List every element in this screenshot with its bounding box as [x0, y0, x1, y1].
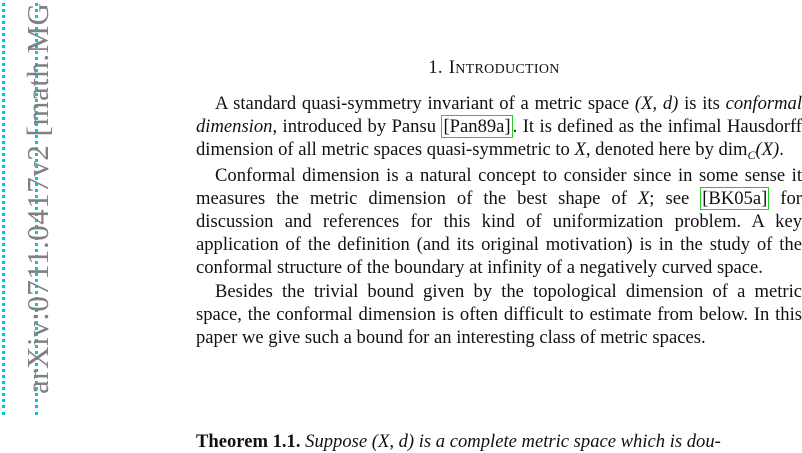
text-run: ; see — [649, 187, 701, 209]
arxiv-stamp — [0, 0, 55, 450]
text-run: A standard quasi-symmetry invariant of a metric space — [215, 93, 635, 114]
section-body — [196, 92, 802, 349]
emphasis-term: conformal dimension — [196, 93, 802, 138]
text-run: . — [779, 139, 784, 161]
text-run: , introduced by Pansu — [272, 116, 442, 138]
math-inline: (X) — [755, 139, 780, 161]
theorem-label: Theorem 1.1. — [196, 431, 301, 452]
math-inline: X — [637, 187, 650, 209]
paragraph-1 — [196, 92, 802, 164]
text-run: , denoted here by dim — [585, 139, 748, 161]
text-run: . It is defined as the infimal Hausdorff dimension of all metric spaces quasi-symmetric to — [196, 116, 802, 161]
math-inline: X — [574, 139, 586, 161]
math-subscript: C — [747, 148, 756, 163]
theorem-body: Suppose (X, d) is a complete metric space which is dou- — [305, 431, 721, 452]
section-heading — [196, 57, 792, 81]
arxiv-identifier: arXiv:0711.0417v2 [math.MG — [20, 2, 55, 394]
section-title-initial: I — [448, 58, 456, 78]
text-run: Conformal dimension is a natural concept to consider since in some sense it measures the metric dimension of the best shape of — [196, 164, 802, 209]
theorem-statement — [196, 430, 802, 453]
text-run: for discussion and references for this kind of uniformization problem. A key application of the definition (and its original motivation) is in the study of the conformal structure of the boundary at infinity of a negatively curved space. — [196, 187, 802, 279]
citation-link-bk05a[interactable]: [BK05a] — [702, 187, 768, 209]
math-inline: (X, d) — [634, 93, 679, 114]
text-run: is its — [678, 93, 726, 114]
paragraph-3: Besides the trivial bound given by the topological dimension of a metric space, the conformal dimension is often difficult to estimate from below. In this paper we give such a bound for an interesting class of metric spaces. — [196, 280, 802, 349]
paragraph-2 — [196, 164, 802, 280]
paper-page — [196, 0, 800, 450]
citation-link-pan89a[interactable]: [Pan89a] — [443, 116, 511, 138]
section-number: 1. — [428, 58, 443, 78]
section-title-rest: NTRODUCTION — [455, 62, 560, 77]
